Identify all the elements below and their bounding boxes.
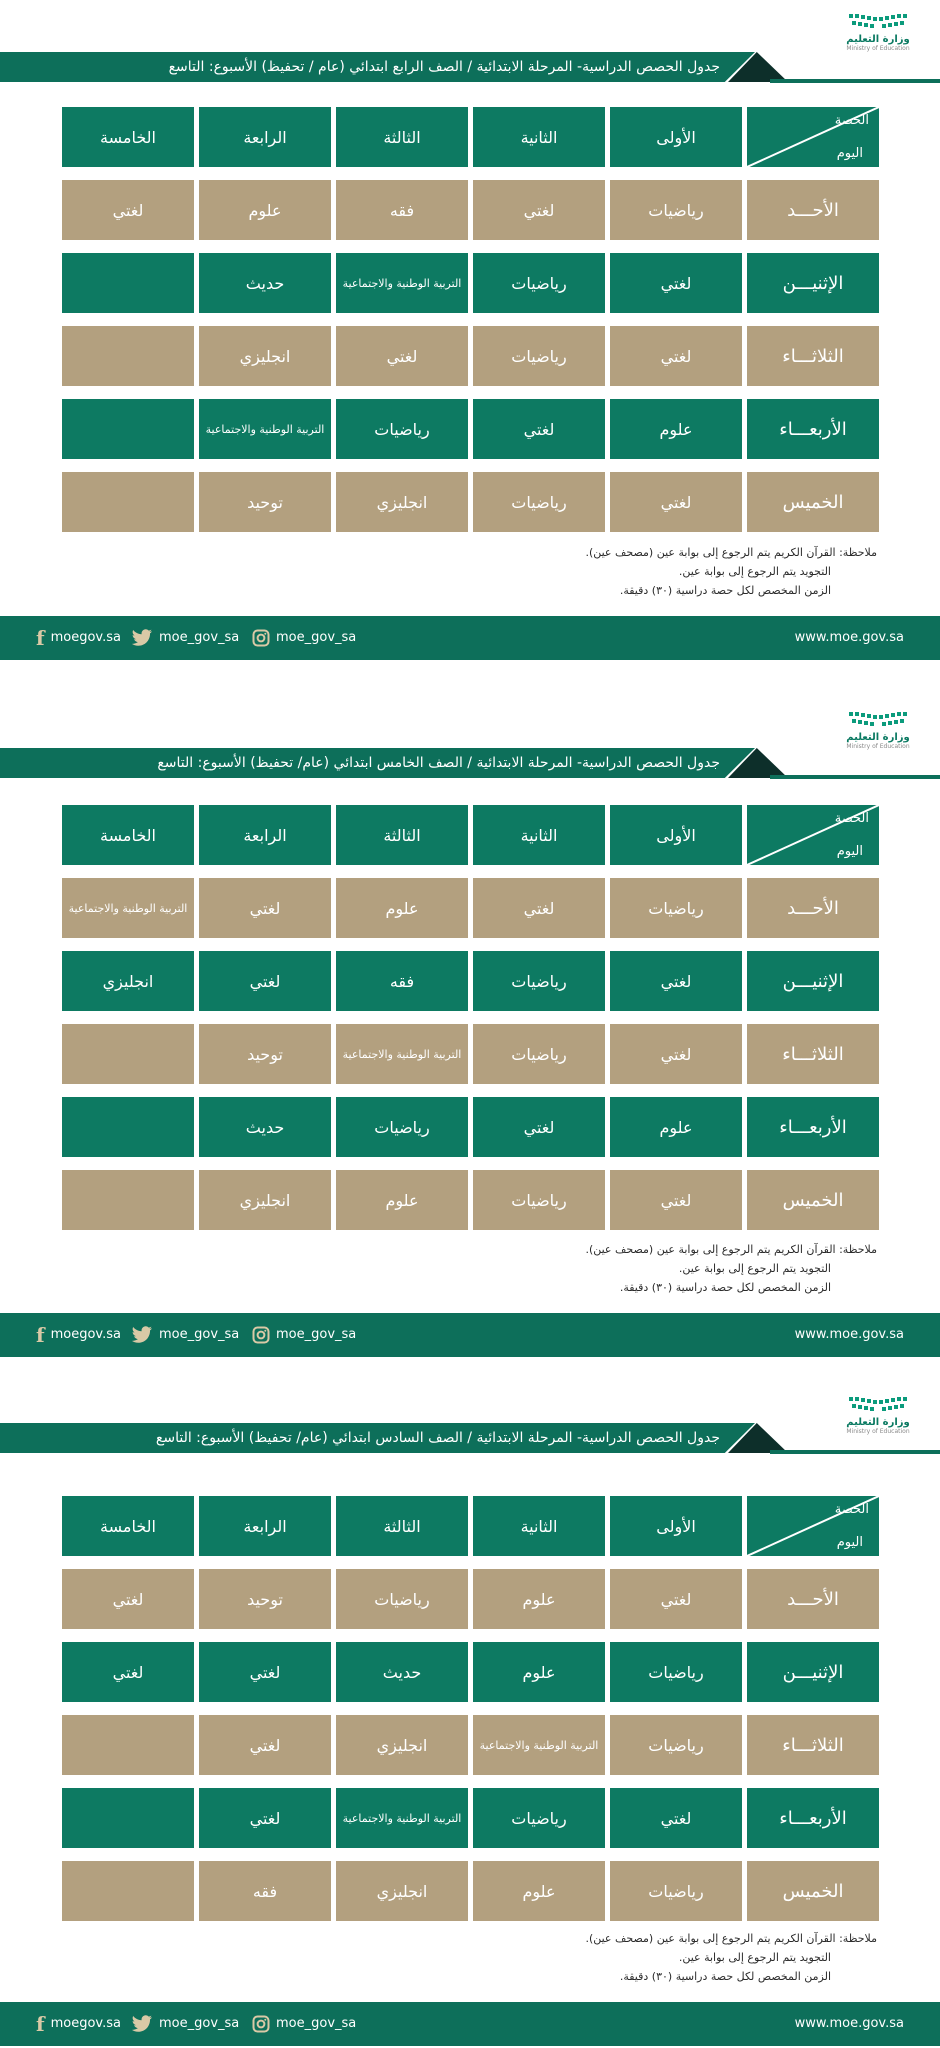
ministry-name-ar: وزارة التعليم (846, 1417, 910, 1428)
table-cell: انجليزي (199, 1170, 331, 1230)
table-cell: التربية الوطنية والاجتماعية (62, 878, 194, 938)
table-cell: لغتي (473, 1097, 605, 1157)
day-label: الأحـــد (747, 180, 879, 240)
table-cell: لغتي (610, 472, 742, 532)
twitter-link[interactable] (131, 1313, 239, 1357)
day-label: الأربعـــاء (747, 1097, 879, 1157)
schedule-page-grade-4 (0, 0, 940, 698)
table-cell: رياضيات (473, 326, 605, 386)
page-title: جدول الحصص الدراسية- المرحلة الابتدائية / الصف الرابع ابتدائي (عام / تحفيظ) الأسبوع: التاسع (168, 59, 720, 75)
corner-period-label: الحصة (834, 1502, 869, 1517)
day-label: الإثنيـــن (747, 1642, 879, 1702)
table-cell: لغتي (336, 326, 468, 386)
notes (60, 1240, 877, 1297)
table-cell: حديث (199, 1097, 331, 1157)
table-cell (62, 1024, 194, 1084)
note-line: التجويد يتم الرجوع إلى بوابة عين. (678, 1951, 831, 1964)
day-label: الخميس (747, 1861, 879, 1921)
table-cell: علوم (336, 878, 468, 938)
table-cell (62, 1097, 194, 1157)
day-label: الإثنيـــن (747, 951, 879, 1011)
table-corner (747, 1496, 879, 1556)
table-cell (62, 1788, 194, 1848)
table-cell: لغتي (199, 878, 331, 938)
title-rule (770, 1450, 940, 1454)
period-header: الأولى (610, 1496, 742, 1556)
footer (0, 1313, 940, 1357)
table-cell: رياضيات (610, 180, 742, 240)
period-header: الرابعة (199, 1496, 331, 1556)
table-cell: لغتي (473, 399, 605, 459)
period-header: الرابعة (199, 107, 331, 167)
schedule-page-grade-6 (0, 1383, 940, 2048)
table-cell: رياضيات (473, 1170, 605, 1230)
footer (0, 616, 940, 660)
twitter-handle: moe_gov_sa (159, 2016, 240, 2031)
table-cell: رياضيات (610, 1715, 742, 1775)
title-banner (0, 50, 940, 86)
schedule-page-grade-5 (0, 698, 940, 1383)
ministry-logo-icon (847, 710, 909, 730)
table-cell: لغتي (62, 180, 194, 240)
title-rule (770, 79, 940, 83)
table-corner (747, 107, 879, 167)
day-label: الإثنيـــن (747, 253, 879, 313)
table-cell: انجليزي (62, 951, 194, 1011)
table-cell: التربية الوطنية والاجتماعية (473, 1715, 605, 1775)
table-cell: لغتي (199, 1642, 331, 1702)
title-banner (0, 1421, 940, 1457)
notes (60, 543, 877, 600)
period-header: الثانية (473, 805, 605, 865)
note-line: الزمن المخصص لكل حصة دراسية (٣٠) دقيقة. (619, 1281, 831, 1294)
table-cell: رياضيات (610, 1642, 742, 1702)
table-cell: لغتي (610, 253, 742, 313)
table-cell: علوم (199, 180, 331, 240)
ministry-name-en: Ministry of Education (846, 743, 910, 750)
table-cell: توحيد (199, 1569, 331, 1629)
table-cell: رياضيات (336, 399, 468, 459)
table-cell: لغتي (473, 878, 605, 938)
twitter-icon (131, 1326, 153, 1344)
facebook-icon: f (36, 1323, 45, 1347)
period-header: الثالثة (336, 1496, 468, 1556)
table-cell: لغتي (199, 1715, 331, 1775)
period-header: الخامسة (62, 805, 194, 865)
instagram-link[interactable] (252, 1313, 356, 1357)
table-cell: حديث (336, 1642, 468, 1702)
table-cell: انجليزي (336, 472, 468, 532)
table-cell: رياضيات (473, 472, 605, 532)
table-cell: لغتي (610, 1788, 742, 1848)
website-link[interactable]: www.moe.gov.sa (794, 1327, 904, 1342)
period-header: الرابعة (199, 805, 331, 865)
table-cell: فقه (336, 951, 468, 1011)
period-header: الأولى (610, 107, 742, 167)
table-cell: رياضيات (610, 1861, 742, 1921)
corner-period-label: الحصة (834, 113, 869, 128)
table-cell: لغتي (610, 1170, 742, 1230)
corner-period-label: الحصة (834, 811, 869, 826)
website-link[interactable]: www.moe.gov.sa (794, 630, 904, 645)
ministry-logo-icon (847, 1395, 909, 1415)
day-label: الأربعـــاء (747, 1788, 879, 1848)
period-header: الخامسة (62, 1496, 194, 1556)
day-label: الخميس (747, 1170, 879, 1230)
period-header: الثانية (473, 1496, 605, 1556)
facebook-icon: f (36, 2012, 45, 2036)
corner-day-label: اليوم (836, 844, 863, 859)
instagram-link[interactable] (252, 616, 356, 660)
table-cell: لغتي (62, 1642, 194, 1702)
table-cell: التربية الوطنية والاجتماعية (336, 1788, 468, 1848)
table-cell: فقه (336, 180, 468, 240)
table-cell: علوم (610, 399, 742, 459)
table-cell: رياضيات (336, 1097, 468, 1157)
corner-day-label: اليوم (836, 1535, 863, 1550)
table-cell: علوم (610, 1097, 742, 1157)
table-cell: علوم (473, 1569, 605, 1629)
note-line: ملاحظة: القرآن الكريم يتم الرجوع إلى بوابة عين (مصحف عين). (585, 546, 877, 559)
corner-day-label: اليوم (836, 146, 863, 161)
instagram-link[interactable] (252, 2002, 356, 2046)
day-label: الأربعـــاء (747, 399, 879, 459)
table-cell: لغتي (610, 951, 742, 1011)
facebook-link[interactable] (36, 1313, 121, 1357)
table-cell: رياضيات (336, 1569, 468, 1629)
table-cell: فقه (199, 1861, 331, 1921)
facebook-handle: moegov.sa (50, 630, 121, 645)
table-cell: لغتي (610, 1024, 742, 1084)
table-cell: رياضيات (473, 1024, 605, 1084)
instagram-handle: moe_gov_sa (276, 2016, 357, 2031)
table-cell: حديث (199, 253, 331, 313)
twitter-link[interactable] (131, 616, 239, 660)
day-label: الثلاثـــاء (747, 1024, 879, 1084)
table-cell: لغتي (473, 180, 605, 240)
table-cell: رياضيات (473, 951, 605, 1011)
ministry-name-en: Ministry of Education (846, 45, 910, 52)
twitter-handle: moe_gov_sa (159, 1327, 240, 1342)
table-cell (62, 1861, 194, 1921)
day-label: الخميس (747, 472, 879, 532)
ministry-name-en: Ministry of Education (846, 1428, 910, 1435)
period-header: الثالثة (336, 107, 468, 167)
table-cell: لغتي (610, 1569, 742, 1629)
notes (60, 1929, 877, 1986)
note-line: التجويد يتم الرجوع إلى بوابة عين. (678, 565, 831, 578)
table-cell: انجليزي (199, 326, 331, 386)
note-line: ملاحظة: القرآن الكريم يتم الرجوع إلى بوابة عين (مصحف عين). (585, 1243, 877, 1256)
day-label: الأحـــد (747, 1569, 879, 1629)
instagram-handle: moe_gov_sa (276, 630, 357, 645)
footer (0, 2002, 940, 2046)
table-cell: التربية الوطنية والاجتماعية (336, 253, 468, 313)
table-cell: رياضيات (610, 878, 742, 938)
table-cell: رياضيات (473, 253, 605, 313)
note-line: الزمن المخصص لكل حصة دراسية (٣٠) دقيقة. (619, 584, 831, 597)
period-header: الثانية (473, 107, 605, 167)
twitter-link[interactable] (131, 2002, 239, 2046)
table-cell (62, 1715, 194, 1775)
facebook-link[interactable] (36, 2002, 121, 2046)
table-cell: لغتي (199, 1788, 331, 1848)
instagram-handle: moe_gov_sa (276, 1327, 357, 1342)
ministry-logo-icon (847, 12, 909, 32)
twitter-icon (131, 2015, 153, 2033)
day-label: الثلاثـــاء (747, 326, 879, 386)
table-cell: لغتي (62, 1569, 194, 1629)
page-title: جدول الحصص الدراسية- المرحلة الابتدائية / الصف السادس ابتدائي (عام/ تحفيظ) الأسبوع: التاسع (155, 1430, 720, 1446)
table-cell: انجليزي (336, 1861, 468, 1921)
table-cell: التربية الوطنية والاجتماعية (199, 399, 331, 459)
table-cell: التربية الوطنية والاجتماعية (336, 1024, 468, 1084)
table-cell (62, 253, 194, 313)
schedule-table (51, 805, 879, 1230)
table-cell: انجليزي (336, 1715, 468, 1775)
twitter-handle: moe_gov_sa (159, 630, 240, 645)
table-cell (62, 399, 194, 459)
page-title: جدول الحصص الدراسية- المرحلة الابتدائية / الصف الخامس ابتدائي (عام/ تحفيظ) الأسبوع: التاسع (157, 755, 720, 771)
table-cell (62, 1170, 194, 1230)
instagram-icon (252, 1326, 270, 1344)
day-label: الثلاثـــاء (747, 1715, 879, 1775)
ministry-name-ar: وزارة التعليم (846, 732, 910, 743)
note-line: ملاحظة: القرآن الكريم يتم الرجوع إلى بوابة عين (مصحف عين). (585, 1932, 877, 1945)
schedule-table (51, 107, 879, 532)
table-corner (747, 805, 879, 865)
table-cell: علوم (473, 1642, 605, 1702)
twitter-icon (131, 629, 153, 647)
ministry-name-ar: وزارة التعليم (846, 34, 910, 45)
instagram-icon (252, 629, 270, 647)
note-line: الزمن المخصص لكل حصة دراسية (٣٠) دقيقة. (619, 1970, 831, 1983)
facebook-icon: f (36, 626, 45, 650)
facebook-link[interactable] (36, 616, 121, 660)
table-cell: علوم (336, 1170, 468, 1230)
facebook-handle: moegov.sa (50, 1327, 121, 1342)
table-cell: توحيد (199, 1024, 331, 1084)
table-cell: علوم (473, 1861, 605, 1921)
period-header: الأولى (610, 805, 742, 865)
schedule-table (51, 1496, 879, 1921)
title-rule (770, 775, 940, 779)
table-cell: لغتي (199, 951, 331, 1011)
table-cell (62, 472, 194, 532)
table-cell: رياضيات (473, 1788, 605, 1848)
instagram-icon (252, 2015, 270, 2033)
period-header: الخامسة (62, 107, 194, 167)
table-cell (62, 326, 194, 386)
table-cell: توحيد (199, 472, 331, 532)
title-banner (0, 746, 940, 782)
website-link[interactable]: www.moe.gov.sa (794, 2016, 904, 2031)
day-label: الأحـــد (747, 878, 879, 938)
note-line: التجويد يتم الرجوع إلى بوابة عين. (678, 1262, 831, 1275)
table-cell: لغتي (610, 326, 742, 386)
facebook-handle: moegov.sa (50, 2016, 121, 2031)
period-header: الثالثة (336, 805, 468, 865)
